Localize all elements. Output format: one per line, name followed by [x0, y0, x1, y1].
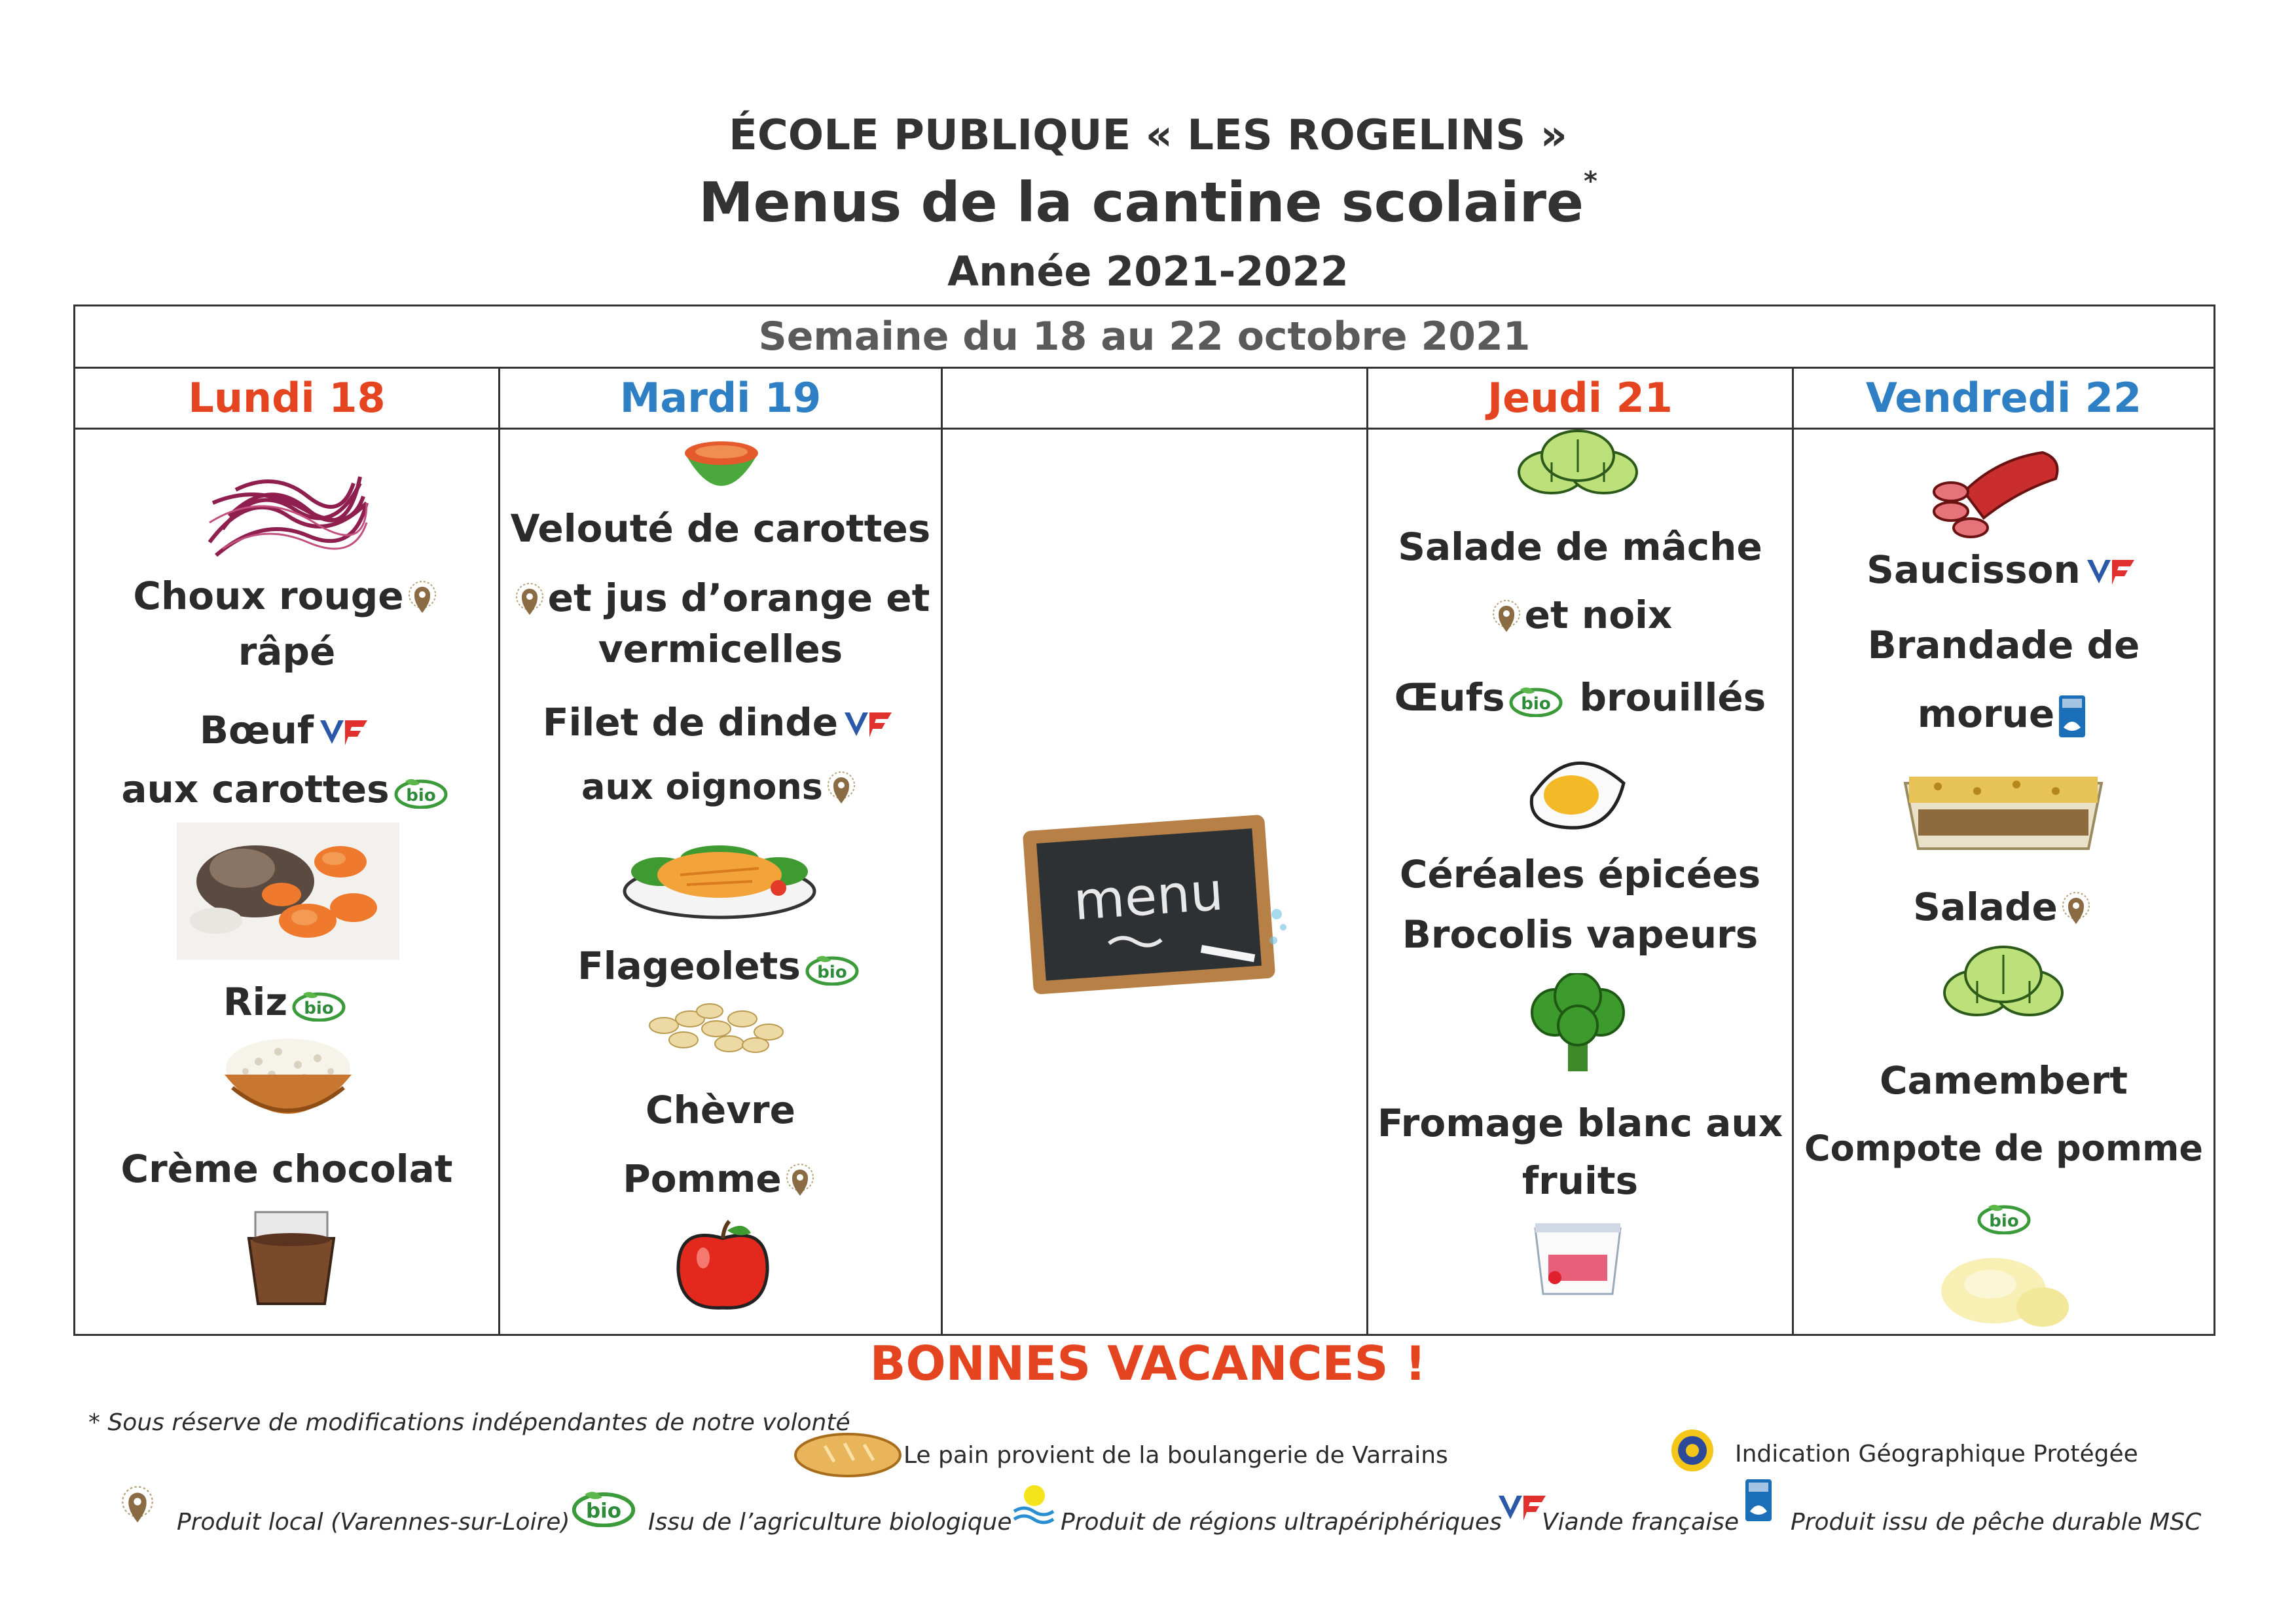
chocolate-cream-image	[242, 1206, 340, 1310]
menu-item: et jus d’orange et	[500, 572, 941, 623]
viande-francaise-icon	[2085, 557, 2137, 587]
school-year: Année 2021-2022	[947, 248, 1349, 295]
menu-item	[1794, 1189, 2214, 1240]
menu-item: Œufs brouillés	[1394, 675, 1766, 720]
menu-item: Crème chocolat	[120, 1147, 453, 1191]
menu-item: Céréales épicées	[1399, 852, 1761, 896]
bio-icon	[291, 987, 346, 1022]
title-text: Menus de la cantine scolaire	[699, 170, 1584, 234]
applesauce-image	[1931, 1245, 2075, 1330]
brandade-image	[1899, 757, 2108, 855]
menu-item: Saucisson	[1794, 544, 2214, 595]
sun-wave-icon	[1011, 1481, 1057, 1527]
menu-item: aux oignons	[500, 764, 941, 811]
legend-local: Produit local (Varennes-sur-Loire)	[177, 1509, 570, 1536]
local-product-icon	[827, 771, 856, 807]
chalkboard-image	[1015, 796, 1290, 1012]
local-product-icon	[1492, 599, 1521, 636]
local-product-icon	[2062, 891, 2090, 928]
menu-item: et noix	[1368, 589, 1792, 640]
day-header-empty	[943, 367, 1368, 430]
bread-icon	[792, 1428, 903, 1480]
bio-icon	[805, 951, 860, 986]
beef-carrots-image	[177, 822, 399, 960]
bio-icon	[1977, 1200, 2032, 1234]
igp-seal-icon	[1669, 1428, 1715, 1473]
footnote: * Sous réserve de modifications indépendantes de notre volonté	[88, 1409, 850, 1436]
lettuce-image	[1938, 940, 2069, 1025]
local-product-icon	[786, 1163, 814, 1200]
chalkboard-text: menu	[1071, 860, 1226, 932]
egg-image	[1519, 750, 1630, 836]
apple-image	[674, 1219, 772, 1310]
bio-icon	[1508, 683, 1563, 717]
menu-item: Compote de pomme	[1804, 1128, 2203, 1169]
broccoli-image	[1522, 973, 1633, 1078]
msc-icon	[2058, 695, 2086, 738]
menu-item: Salade	[1794, 881, 2214, 932]
menu-item: fruits	[1522, 1158, 1639, 1203]
day-header-lundi: Lundi 18	[75, 367, 500, 430]
page-title	[0, 166, 2296, 234]
legend-msc: Produit issu de pêche durable MSC	[1791, 1509, 2202, 1536]
msc-fish-icon	[1745, 1479, 1772, 1522]
menu-item: Camembert	[1879, 1058, 2128, 1103]
column-lundi	[75, 430, 500, 1334]
vacances-banner: BONNES VACANCES !	[869, 1336, 1427, 1391]
menu-item: râpé	[238, 629, 336, 674]
menu-item: Velouté de carottes	[510, 506, 931, 551]
soup-bowl-image	[682, 435, 761, 500]
column-middle	[943, 430, 1368, 1334]
menu-item: Brocolis vapeurs	[1402, 912, 1758, 957]
turkey-onions-image	[621, 829, 818, 921]
viande-francaise-icon	[318, 718, 370, 748]
menu-item: Fromage blanc aux	[1377, 1101, 1783, 1145]
day-header-mardi: Mardi 19	[500, 367, 943, 430]
bio-leaf-icon	[571, 1486, 636, 1527]
map-pin-icon	[121, 1485, 154, 1527]
menu-item: Pomme	[500, 1153, 941, 1204]
day-header-jeudi: Jeudi 21	[1368, 367, 1794, 430]
legend-rup: Produit de régions ultrapériphériques	[1061, 1509, 1502, 1536]
week-label: Semaine du 18 au 22 octobre 2021	[75, 306, 2214, 369]
title-footnote-mark: *	[1583, 166, 1597, 196]
legend-pain: Le pain provient de la boulangerie de Varrains	[903, 1442, 1448, 1469]
menu-table	[73, 304, 2215, 1336]
column-jeudi	[1368, 430, 1794, 1334]
viande-francaise-icon	[842, 710, 894, 740]
menu-item: Chèvre	[646, 1088, 795, 1132]
flageolets-image	[644, 999, 795, 1058]
rice-bowl-image	[219, 1032, 357, 1130]
menu-item: Bœuf	[75, 705, 498, 756]
column-vendredi	[1794, 430, 2214, 1334]
legend-bio: Issu de l’agriculture biologique	[648, 1509, 1012, 1536]
menu-item: Salade de mâche	[1398, 525, 1762, 569]
menu-item: Filet de dinde	[500, 697, 941, 748]
menu-item: Flageolets	[500, 940, 941, 991]
local-product-icon	[408, 580, 437, 617]
fromage-blanc-image	[1529, 1215, 1627, 1301]
menu-item: morue	[1794, 688, 2214, 739]
legend-vf: Viande française	[1542, 1509, 1740, 1536]
menu-item: Choux rouge	[75, 570, 498, 621]
column-mardi	[500, 430, 943, 1334]
day-header-vendredi: Vendredi 22	[1794, 367, 2214, 430]
local-product-icon	[515, 582, 544, 619]
menu-item: vermicelles	[598, 627, 843, 671]
school-name: ÉCOLE PUBLIQUE « LES ROGELINS »	[729, 111, 1567, 160]
saucisson-image	[1925, 439, 2069, 544]
legend-igp: Indication Géographique Protégée	[1735, 1441, 2138, 1467]
menu-item: aux carottes	[75, 764, 498, 815]
lettuce-image	[1512, 426, 1643, 498]
viande-francaise-icon	[1496, 1493, 1548, 1523]
red-cabbage-image	[203, 464, 373, 562]
menu-item: Riz	[75, 976, 498, 1027]
bio-icon	[393, 775, 448, 809]
menu-item: Brandade de	[1867, 623, 2140, 667]
